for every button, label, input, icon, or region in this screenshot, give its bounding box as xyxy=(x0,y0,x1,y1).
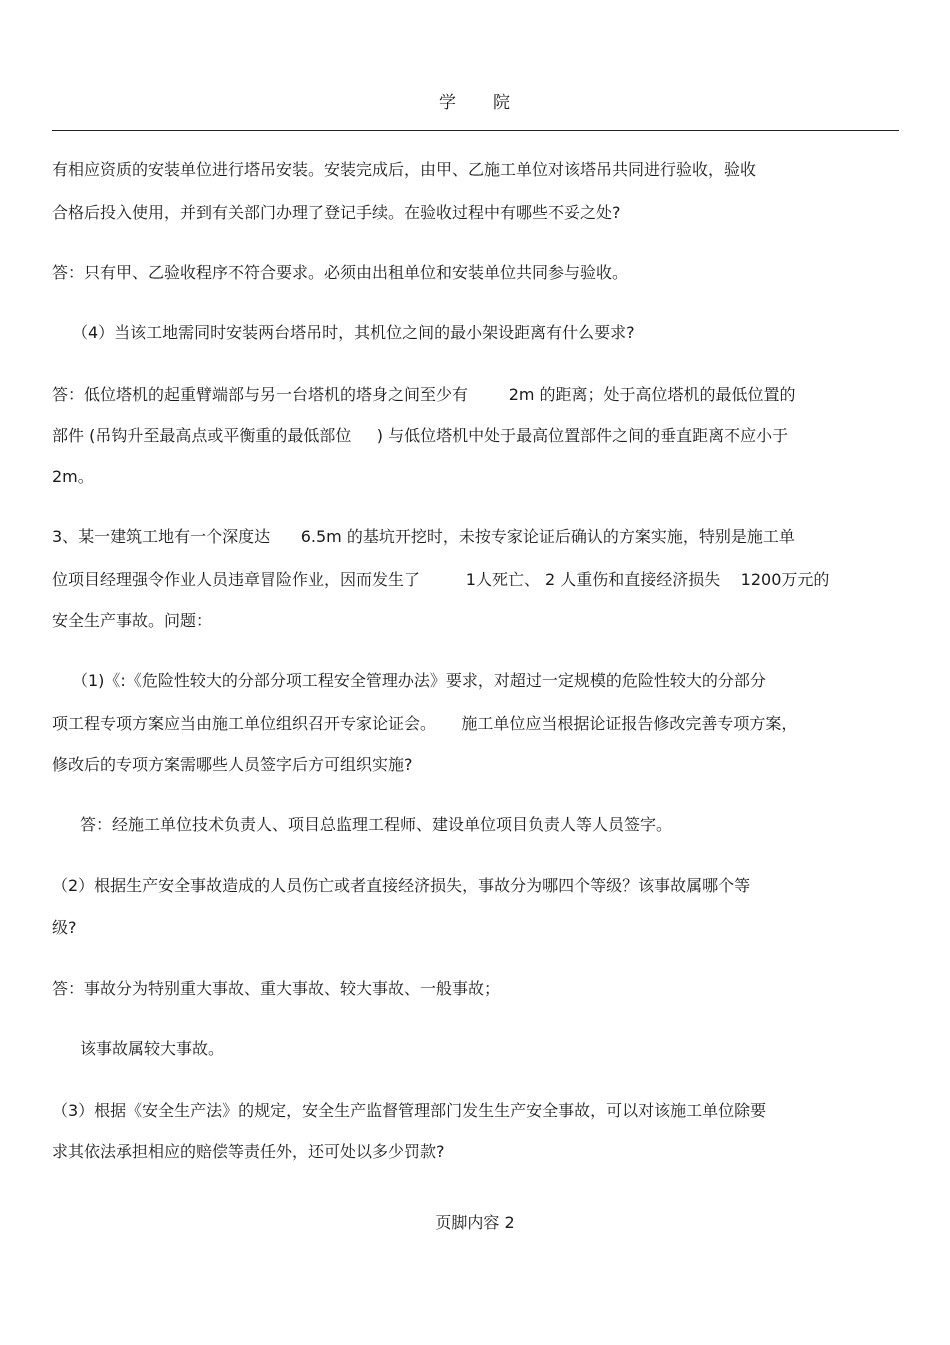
text-line: 部件 (吊钩升至最高点或平衡重的最低部位 ) 与低位塔机中处于最高位置部件之间的垂直距离不应小于 xyxy=(52,426,789,445)
text-line: （1)《:《危险性较大的分部分项工程安全管理办法》要求，对超过一定规模的危险性较大的分部分 xyxy=(72,671,766,690)
header-text-2: 院 xyxy=(493,93,511,113)
text-line: 修改后的专项方案需哪些人员签字后方可组织实施? xyxy=(52,755,413,774)
text-line: （4）当该工地需同时安装两台塔吊时，其机位之间的最小架设距离有什么要求? xyxy=(72,323,635,342)
text-line: 答：低位塔机的起重臂端部与另一台塔机的塔身之间至少有 2m 的距离；处于高位塔机的最低位置的 xyxy=(52,385,796,404)
text-line: 答：经施工单位技术负责人、项目总监理工程师、建设单位项目负责人等人员签字。 xyxy=(80,815,673,834)
text-line: 有相应资质的安装单位进行塔吊安装。安装完成后，由甲、乙施工单位对该塔吊共同进行验收，验收 xyxy=(52,160,757,179)
header-text-1: 学 xyxy=(439,93,457,113)
text-line: 项工程专项方案应当由施工单位组织召开专家论证会。 施工单位应当根据论证报告修改完善专项方案， xyxy=(52,714,798,733)
text-line: 级? xyxy=(52,918,77,937)
text-line: （3）根据《安全生产法》的规定，安全生产监督管理部门发生生产安全事故，可以对该施工单位除要 xyxy=(52,1101,767,1120)
text-line: 3、某一建筑工地有一个深度达 6.5m 的基坑开挖时，未按专家论证后确认的方案实施，特别是施工单 xyxy=(52,527,795,546)
text-line: 2m。 xyxy=(52,467,94,486)
header-divider xyxy=(52,130,899,131)
text-line: 该事故属较大事故。 xyxy=(80,1039,225,1058)
text-line: 求其依法承担相应的赔偿等责任外，还可处以多少罚款? xyxy=(52,1142,445,1161)
text-line: 合格后投入使用，并到有关部门办理了登记手续。在验收过程中有哪些不妥之处? xyxy=(52,203,621,222)
text-line: 答：事故分为特别重大事故、重大事故、较大事故、一般事故； xyxy=(52,979,501,998)
text-line: 安全生产事故。问题： xyxy=(52,611,213,630)
page-header xyxy=(0,88,950,113)
text-line: 位项目经理强令作业人员违章冒险作业，因而发生了 1人死亡、 2 人重伤和直接经济损失 1200万元的 xyxy=(52,570,830,589)
page-footer: 页脚内容 2 xyxy=(435,1213,515,1232)
text-line: （2）根据生产安全事故造成的人员伤亡或者直接经济损失，事故分为哪四个等级？该事故属哪个等 xyxy=(52,876,751,895)
text-line: 答：只有甲、乙验收程序不符合要求。必须由出租单位和安装单位共同参与验收。 xyxy=(52,263,629,282)
